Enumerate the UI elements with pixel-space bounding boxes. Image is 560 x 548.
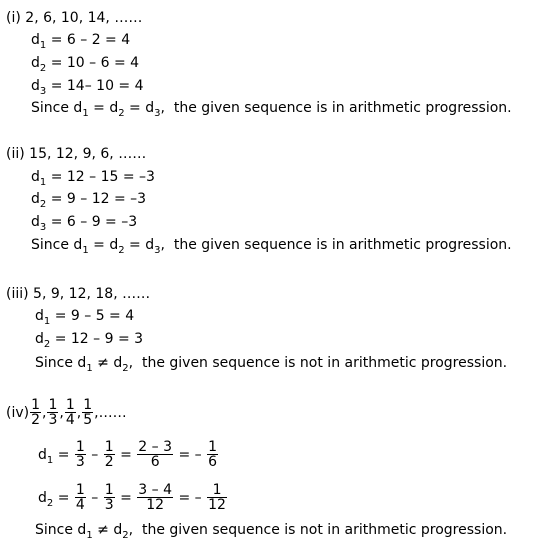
part-ii-header	[6, 146, 146, 162]
d1-line: $d_1$ = $\frac{1}{3}$ – $\frac{1}{2}$ = $\frac{2 - 3}{6}$ = – $\frac{1}{6}$	[38, 439, 218, 470]
part-i-header	[6, 10, 142, 26]
d2-line: $d_2 = 10 - 6 = 4$	[31, 55, 140, 74]
sequence: 5, 9, 12, 18, ……	[33, 286, 151, 302]
d1-line: $d_1 = 9 - 5 = 4$	[35, 308, 135, 327]
sequence: 2, 6, 10, 14, ……	[25, 10, 143, 26]
d2-line: $d_2 = 12 - 9 = 3$	[35, 331, 144, 350]
part-label: (i)	[6, 10, 21, 26]
d2-line: $d_2$ = $\frac{1}{4}$ – $\frac{1}{3}$ = $\frac{3 - 4}{12}$ = – $\frac{1}{12}$	[38, 482, 226, 513]
part-iv-header: (iv) $\frac{1}{2}$ , $\frac{1}{3}$ , $\frac{1}{4}$ , $\frac{1}{5}$ ,……	[6, 397, 127, 428]
part-label: (iii)	[6, 286, 29, 302]
fraction: $\frac{1}{3}$	[48, 397, 58, 428]
fraction: $\frac{1}{4}$	[65, 397, 75, 428]
fraction: $\frac{1}{5}$	[83, 397, 93, 428]
d1-line: $d_1 = 12 - 15 = -3$	[31, 169, 155, 188]
fraction: $\frac{1}{2}$	[31, 397, 41, 428]
part-label: (iv)	[6, 404, 30, 421]
conclusion: Since $d_1 = d_2 = d_3$, the given sequence is in arithmetic progression.	[31, 100, 512, 119]
d3-line: $d_3 = 14-$ 10 = 4	[31, 78, 144, 97]
conclusion: Since $d_1 \ne d_2$, the given sequence is not in arithmetic progression.	[35, 522, 508, 541]
d3-line: $d_3 = 6 - 9 = -3$	[31, 214, 138, 233]
d2-line: $d_2 = 9 - 12 = -3$	[31, 191, 147, 210]
part-label: (ii)	[6, 146, 25, 162]
sequence: 15, 12, 9, 6, ……	[29, 146, 147, 162]
conclusion: Since $d_1 \ne d_2$, the given sequence is not in arithmetic progression.	[35, 355, 508, 374]
d1-line: $d_1 = 6 - 2 = 4$	[31, 32, 131, 51]
conclusion: Since $d_1 = d_2 = d_3$, the given sequence is in arithmetic progression.	[31, 237, 512, 256]
part-iii-header	[6, 286, 150, 302]
